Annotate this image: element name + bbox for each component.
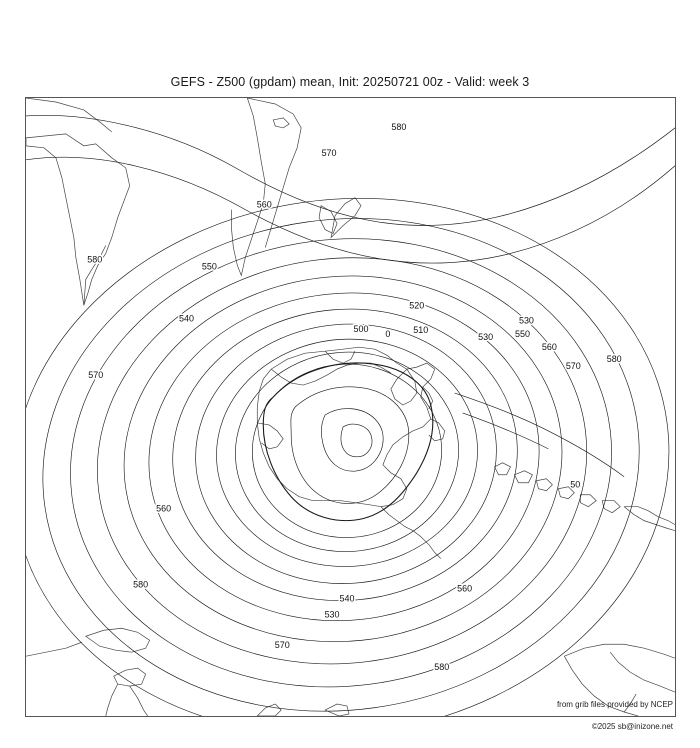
contour-label: 530 <box>324 609 340 620</box>
credit-source: from grib files provided by NCEP <box>556 700 673 709</box>
contour-label: 570 <box>88 370 104 381</box>
coastlines-layer <box>26 98 675 716</box>
contour-label: 560 <box>541 342 557 353</box>
contour-label: 570 <box>565 361 581 372</box>
contour-label: 0 <box>385 329 391 340</box>
contour-lines-layer <box>26 115 675 716</box>
contour-label: 560 <box>457 583 473 594</box>
contour-map-svg <box>26 98 675 716</box>
contour-label: 560 <box>256 199 272 210</box>
credit-copyright: ©2025 sb@inizone.net <box>591 722 673 731</box>
contour-label: 550 <box>514 329 530 340</box>
contour-labels-layer <box>87 122 621 672</box>
page-title: GEFS - Z500 (gpdam) mean, Init: 20250721 00z - Valid: week 3 <box>170 75 530 89</box>
contour-label: 580 <box>133 579 149 590</box>
contour-label: 510 <box>413 325 429 336</box>
contour-label: 570 <box>274 640 290 651</box>
contour-label: 550 <box>201 261 217 272</box>
contour-label: 580 <box>434 662 450 673</box>
contour-label: 570 <box>321 147 337 158</box>
contour-label: 560 <box>156 503 172 514</box>
contour-label: 540 <box>179 313 194 324</box>
contour-label: 580 <box>391 121 407 132</box>
contour-label: 520 <box>409 300 425 311</box>
contour-label: 500 <box>353 324 369 335</box>
contour-label: 530 <box>518 315 534 326</box>
contour-label: 540 <box>339 593 355 604</box>
contour-label: 50 <box>570 479 581 490</box>
contour-label: 580 <box>87 254 103 265</box>
contour-label: 580 <box>606 354 622 365</box>
contour-label: 530 <box>478 332 494 343</box>
contour-map-plot <box>25 97 676 717</box>
